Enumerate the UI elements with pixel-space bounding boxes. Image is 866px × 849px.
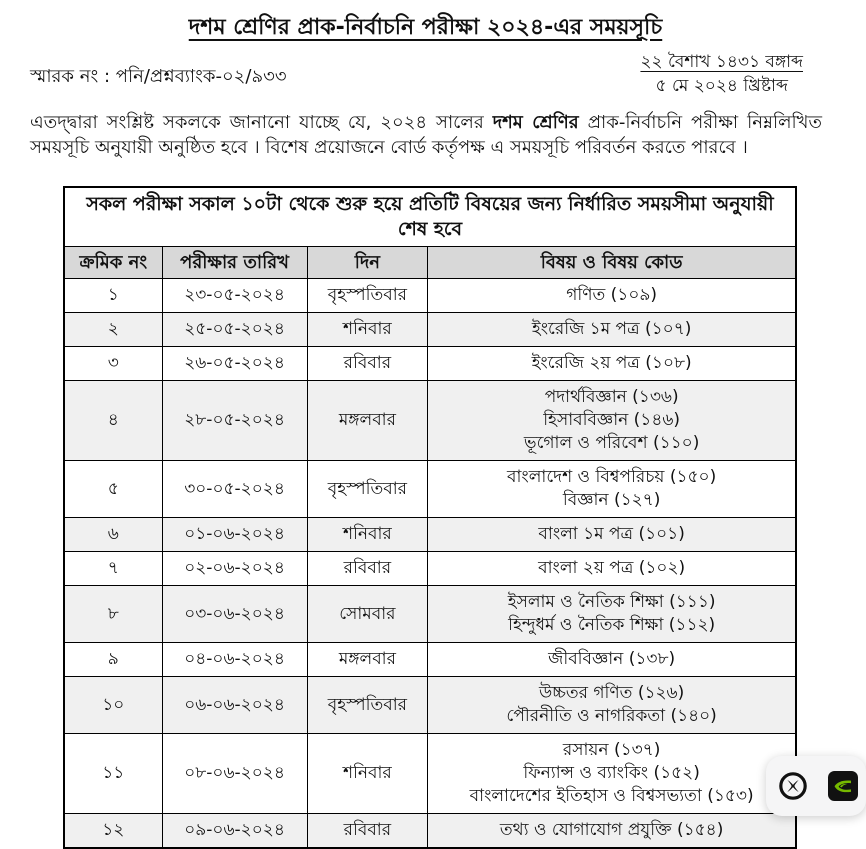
subjects-cell [428, 814, 796, 849]
serial-cell: ২ [64, 313, 162, 347]
serial-cell: ৫ [64, 461, 162, 518]
schedule-row [64, 586, 796, 643]
day-cell: বৃহস্পতিবার [307, 677, 428, 734]
subjects-cell [428, 313, 796, 347]
column-header: ক্রমিক নং [64, 247, 162, 279]
subject-line: বাংলা ২য় পত্র (১০২) [538, 558, 686, 578]
game-bar-overlay[interactable] [766, 756, 866, 816]
subject-line: হিসাববিজ্ঞান (১৪৬) [543, 410, 681, 430]
schedule-row [64, 279, 796, 313]
date-cell: ৩০-০৫-২০২৪ [162, 461, 307, 518]
day-cell: রবিবার [307, 552, 428, 586]
subject-line: পৌরনীতি ও নাগরিকতা (১৪০) [506, 706, 717, 726]
day-cell: মঙ্গলবার [307, 381, 428, 461]
memo-number: স্মারক নং : পনি/প্রশ্নব্যাংক-০২/৯৩৩ [30, 66, 287, 87]
nvidia-geforce-icon[interactable] [828, 771, 858, 801]
serial-cell: ৩ [64, 347, 162, 381]
table-caption-row [64, 187, 796, 247]
exam-schedule-table [63, 186, 797, 849]
schedule-row [64, 313, 796, 347]
serial-cell: ১০ [64, 677, 162, 734]
schedule-row [64, 381, 796, 461]
day-cell: শনিবার [307, 518, 428, 552]
subjects-cell [428, 381, 796, 461]
schedule-row [64, 552, 796, 586]
subject-line: তথ্য ও যোগাযোগ প্রযুক্তি (১৫৪) [499, 820, 724, 840]
subject-line: ভূগোল ও পরিবেশ (১১০) [523, 433, 700, 453]
subject-line: ইংরেজি ১ম পত্র (১০৭) [531, 319, 692, 339]
subjects-cell [428, 552, 796, 586]
serial-cell: ৮ [64, 586, 162, 643]
subject-line: পদার্থবিজ্ঞান (১৩৬) [544, 387, 679, 407]
subjects-cell [428, 677, 796, 734]
date-cell: ০৯-০৬-২০২৪ [162, 814, 307, 849]
column-header: দিন [307, 247, 428, 279]
subjects-cell [428, 643, 796, 677]
serial-cell: ১২ [64, 814, 162, 849]
page-title: দশম শ্রেণির প্রাক-নির্বাচনি পরীক্ষা ২০২৪-এর সময়সূচি [188, 15, 663, 40]
subject-line: বাংলাদেশের ইতিহাস ও বিশ্বসভ্যতা (১৫৩) [469, 786, 754, 806]
subject-line: গণিত (১০৯) [566, 285, 658, 305]
day-cell: শনিবার [307, 734, 428, 814]
subject-line: জীববিজ্ঞান (১৩৮) [548, 649, 676, 669]
xbox-icon[interactable] [778, 771, 808, 801]
subject-line: বিজ্ঞান (১২৭) [562, 490, 661, 510]
subjects-cell [428, 461, 796, 518]
schedule-row [64, 518, 796, 552]
day-cell: রবিবার [307, 814, 428, 849]
schedule-row [64, 461, 796, 518]
day-cell: শনিবার [307, 313, 428, 347]
notice-text-before: এতদ্দ্বারা সংশ্লিষ্ট সকলকে জানানো যাচ্ছে যে, ২০২৪ সালের [30, 112, 493, 133]
day-cell: রবিবার [307, 347, 428, 381]
column-header: বিষয় ও বিষয় কোড [428, 247, 796, 279]
subjects-cell [428, 586, 796, 643]
table-header-row [64, 247, 796, 279]
column-header: পরীক্ষার তারিখ [162, 247, 307, 279]
serial-cell: ৪ [64, 381, 162, 461]
subject-line: রসায়ন (১৩৭) [562, 740, 661, 760]
subjects-cell [428, 518, 796, 552]
date-cell: ০৬-০৬-২০২৪ [162, 677, 307, 734]
subjects-cell [428, 279, 796, 313]
day-cell: বৃহস্পতিবার [307, 461, 428, 518]
serial-cell: ১ [64, 279, 162, 313]
serial-cell: ৯ [64, 643, 162, 677]
date-cell: ০১-০৬-২০২৪ [162, 518, 307, 552]
date-bangla: ২২ বৈশাখ ১৪৩১ বঙ্গাব্দ [640, 52, 803, 72]
date-cell: ০২-০৬-২০২৪ [162, 552, 307, 586]
notice-text-after: প্রাক-নির্বাচনি পরীক্ষা নিম্নলিখিত সময়সূচি অনুযায়ী অনুষ্ঠিত হবে । বিশেষ প্রয়োজনে বোর্ড কর্তৃপক্ষ এ সময়সূচি পরিবর্তন করতে পারবে । [30, 112, 822, 158]
serial-cell: ১১ [64, 734, 162, 814]
subject-line: বাংলাদেশ ও বিশ্বপরিচয় (১৫০) [507, 467, 717, 487]
serial-cell: ৬ [64, 518, 162, 552]
date-cell: ২৫-০৫-২০২৪ [162, 313, 307, 347]
notice-paragraph [30, 110, 822, 160]
day-cell: সোমবার [307, 586, 428, 643]
schedule-row [64, 814, 796, 849]
date-cell: ২৩-০৫-২০২৪ [162, 279, 307, 313]
table-caption: সকল পরীক্ষা সকাল ১০টা থেকে শুরু হয়ে প্রতিটি বিষয়ের জন্য নির্ধারিত সময়সীমা অনুযায়ী শেষ হবে [64, 187, 796, 247]
notice-text-bold: দশম শ্রেণির [492, 112, 579, 133]
date-gregorian: ৫ মে ২০২৪ খ্রিষ্টাব্দ [655, 76, 788, 96]
date-cell: ২৮-০৫-২০২৪ [162, 381, 307, 461]
schedule-row [64, 677, 796, 734]
date-cell: ০৮-০৬-২০২৪ [162, 734, 307, 814]
subject-line: ইসলাম ও নৈতিক শিক্ষা (১১১) [507, 592, 716, 612]
date-cell: ০৩-০৬-২০২৪ [162, 586, 307, 643]
subject-line: ইংরেজি ২য় পত্র (১০৮) [531, 353, 692, 373]
schedule-row [64, 734, 796, 814]
subjects-cell [428, 347, 796, 381]
day-cell: বৃহস্পতিবার [307, 279, 428, 313]
subjects-cell [428, 734, 796, 814]
date-cell: ০৪-০৬-২০২৪ [162, 643, 307, 677]
day-cell: মঙ্গলবার [307, 643, 428, 677]
date-cell: ২৬-০৫-২০২৪ [162, 347, 307, 381]
subject-line: হিন্দুধর্ম ও নৈতিক শিক্ষা (১১২) [508, 615, 716, 635]
subject-line: বাংলা ১ম পত্র (১০১) [538, 524, 685, 544]
schedule-row [64, 347, 796, 381]
date-block [640, 50, 803, 98]
serial-cell: ৭ [64, 552, 162, 586]
schedule-row [64, 643, 796, 677]
subject-line: উচ্চতর গণিত (১২৬) [539, 683, 685, 703]
subject-line: ফিন্যান্স ও ব্যাংকিং (১৫২) [523, 763, 700, 783]
